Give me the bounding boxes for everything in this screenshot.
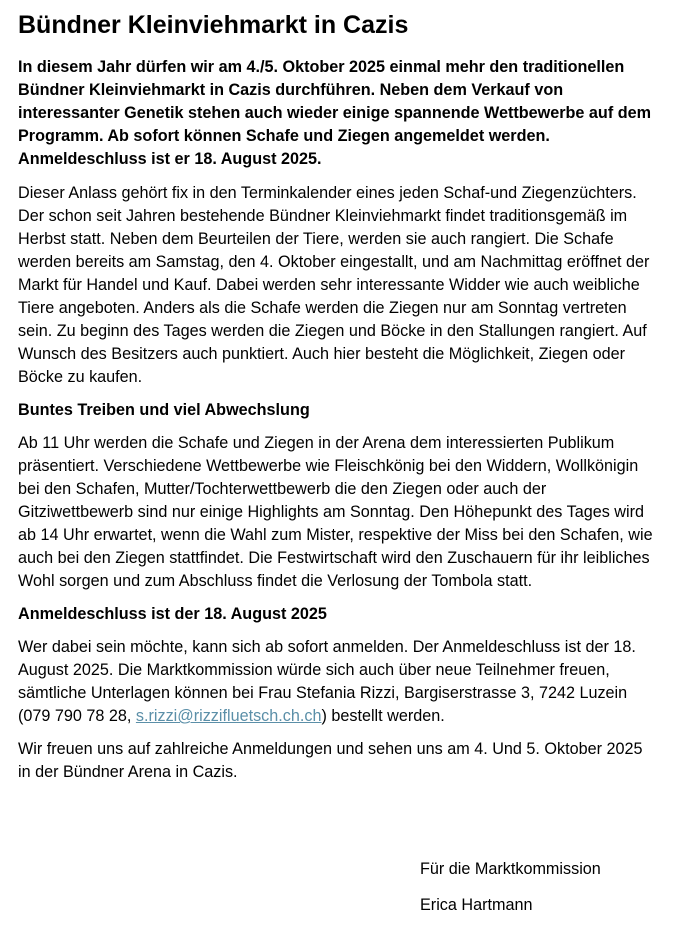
program-paragraph: Ab 11 Uhr werden die Schafe und Ziegen in der Arena dem interessierten Publikum präsentiert. Verschiedene Wettbewerbe wie Fleischkönig bei den Widdern, Wollkönigin bei den Schafen, Mutter/Tochterwettbewerb die den Ziegen oder auch der Gitziwettbewerb sind nur einige Highlights am Sonntag. Den Höhepunkt des Tages wird ab 14 Uhr erwartet, wenn die Wahl zum Mister, respektive der Miss bei den Schafen, wie auch bei den Ziegen stattfindet. Die Festwirtschaft wird den Zuschauern für ihr leibliches Wohl sorgen und zum Abschluss findet die Verlosung der Tombola statt. [18,434,653,590]
registration-paragraph [18,636,656,728]
registration-text-after: ) bestellt werden. [321,707,445,725]
signature-name: Erica Hartmann [420,896,533,914]
section-heading-program: Buntes Treiben und viel Abwechslung [18,401,310,419]
lead-paragraph: In diesem Jahr dürfen wir am 4./5. Oktober 2025 einmal mehr den traditionellen Bündner Kleinviehmarkt in Cazis durchführen. Neben dem Verkauf von interessanter Genetik stehen auch wieder einige spannende Wettbewerbe auf dem Programm. Ab sofort können Schafe und Ziegen angemeldet werden. Anmeldeschluss ist er 18. August 2025. [18,58,651,168]
section-heading-registration: Anmeldeschluss ist der 18. August 2025 [18,605,327,623]
signature-block [420,858,601,930]
page-title: Bündner Kleinviehmarkt in Cazis [18,11,409,39]
email-link[interactable]: s.rizzi@rizzifluetsch.ch.ch [135,707,322,725]
intro-paragraph: Dieser Anlass gehört fix in den Terminkalender eines jeden Schaf-und Ziegenzüchters. Der schon seit Jahren bestehende Bündner Kleinviehmarkt findet traditionsgemäß im Herbst statt. Neben dem Beurteilen der Tiere, werden sie auch rangiert. Die Schafe werden bereits am Samstag, den 4. Oktober eingestallt, und am Nachmittag eröffnet der Markt für Handel und Kauf. Dabei werden sehr interessante Widder wie auch weibliche Tiere angeboten. Anders als die Schafe werden die Ziegen nur am Sonntag vertreten sein. Zu beginn des Tages werden die Ziegen und Böcke in den Stallungen rangiert. Auf Wunsch des Besitzers auch punktiert. Auch hier besteht die Möglichkeit, Ziegen oder Böcke zu kaufen. [18,184,650,386]
registration-text-before: Wer dabei sein möchte, kann sich ab sofort anmelden. Der Anmeldeschluss ist der 18. August 2025. Die Marktkommission würde sich auch über neue Teilnehmer freuen, sämtliche Unterlagen können bei Frau Stefania Rizzi, Bargiserstrasse 3, 7242 Luzein (079 790 78 28, [18,638,636,725]
closing-paragraph: Wir freuen uns auf zahlreiche Anmeldungen und sehen uns am 4. Und 5. Oktober 2025 in der Bündner Arena in Cazis. [18,740,643,781]
signature-line: Für die Marktkommission [420,860,601,878]
